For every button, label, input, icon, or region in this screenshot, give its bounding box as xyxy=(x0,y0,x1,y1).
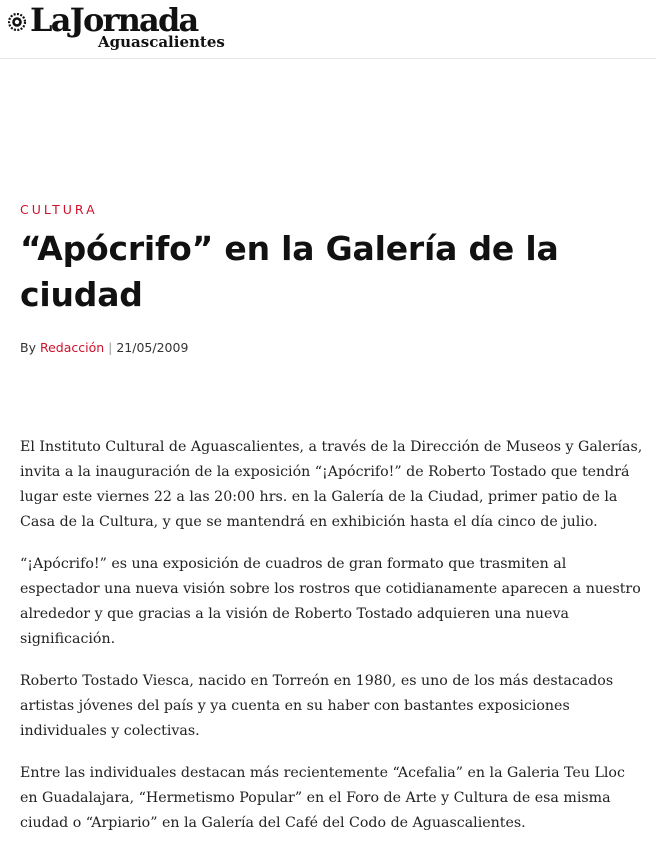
byline-separator: | xyxy=(108,340,113,355)
article-body xyxy=(20,435,644,853)
article-paragraph: “¡Apócrifo!” es una exposición de cuadros de gran formato que trasmiten al espectador una nueva visión sobre los rostros que cotidianamente aparecen a nuestro alrededor y que gracias a la visión de Roberto Tostado adquieren una nueva significación. xyxy=(20,556,641,647)
logo-seal-icon[interactable] xyxy=(8,13,26,31)
article-paragraph: Entre las individuales destacan más recientemente “Acefalia” en la Galeria Teu Lloc en Guadalajara, “Hermetismo Popular” en el Foro de Arte y Cultura de esa misma ciudad o “Arpiario” en la Galería del Café del Codo de Aguascalientes. xyxy=(20,765,625,831)
publish-date: 21/05/2009 xyxy=(116,340,189,355)
site-logo-subtitle: Aguascalientes xyxy=(98,33,225,51)
author-link[interactable]: Redacción xyxy=(39,340,105,355)
site-header xyxy=(0,0,656,59)
article-paragraph: Roberto Tostado Viesca, nacido en Torreón en 1980, es uno de los más destacados artistas jóvenes del país y ya cuenta en su haber con bastantes exposiciones individuales y colectivas. xyxy=(20,673,614,739)
byline xyxy=(20,339,188,357)
site-logo[interactable]: LaJornada xyxy=(30,1,198,39)
byline-prefix: By xyxy=(20,340,36,355)
article-title: “Apócrifo” en la Galería de la ciudad xyxy=(20,229,559,314)
category-link[interactable]: CULTURA xyxy=(20,202,98,217)
article-paragraph: El Instituto Cultural de Aguascalientes, a través de la Dirección de Museos y Galerías, invita a la inauguración de la exposición “¡Apócrifo!” de Roberto Tostado que tendrá lugar este viernes 22 a las 20:00 hrs. en la Galería de la Ciudad, primer patio de la Casa de la Cultura, y que se mantendrá en exhibición hasta el día cinco de julio. xyxy=(20,439,643,530)
